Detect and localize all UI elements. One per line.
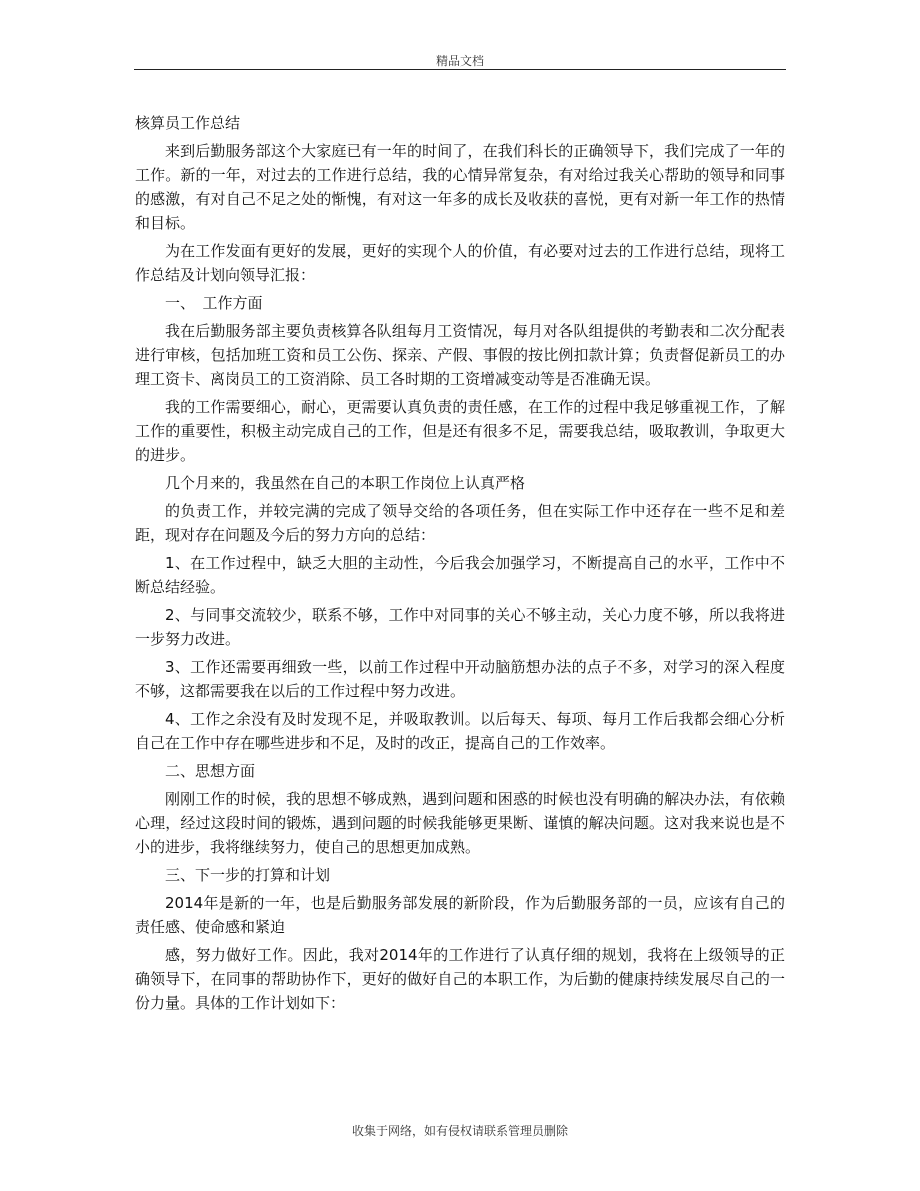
list-item-4: 4、工作之余没有及时发现不足，并吸取教训。以后每天、每项、每月工作后我都会细心分析自己在工作中存在哪些进步和不足，及时的改正，提高自己的工作效率。 xyxy=(135,710,785,752)
paragraph-shortcomings: 的负责工作，并较完满的完成了领导交给的各项任务，但在实际工作中还存在一些不足和差距，现对存在问题及今后的努力方向的总结： xyxy=(135,502,785,544)
list-item-1: 1、在工作过程中，缺乏大胆的主动性，今后我会加强学习，不断提高自己的水平，工作中不断总结经验。 xyxy=(135,554,785,596)
section-heading-thought: 二、思想方面 xyxy=(165,762,256,780)
paragraph-months: 几个月来的，我虽然在自己的本职工作岗位上认真严格 xyxy=(165,474,526,492)
page-header: 精品文档 xyxy=(435,54,484,68)
paragraph-thought: 刚刚工作的时候，我的思想不够成熟，遇到问题和困惑的时候也没有明确的解决办法，有依赖心理，经过这段时间的锻炼，遇到问题的时候我能够更果断、谨慎的解决问题。这对我来说也是不小的进步，我将继续努力，使自己的思想更加成熟。 xyxy=(135,790,785,856)
list-item-2: 2、与同事交流较少，联系不够，工作中对同事的关心不够主动，关心力度不够，所以我将进一步努力改进。 xyxy=(135,606,785,648)
paragraph-attitude: 我的工作需要细心，耐心，更需要认真负责的责任感，在工作的过程中我足够重视工作，了解工作的重要性，积极主动完成自己的工作，但是还有很多不足，需要我总结，吸取教训，争取更大的进步。 xyxy=(135,398,785,464)
page-footer: 收集于网络，如有侵权请联系管理员删除 xyxy=(351,1124,568,1138)
paragraph-purpose: 为在工作发面有更好的发展，更好的实现个人的价值，有必要对过去的工作进行总结，现将工作总结及计划向领导汇报： xyxy=(135,242,785,284)
paragraph-plan-year: 2014年是新的一年，也是后勤服务部发展的新阶段，作为后勤服务部的一员，应该有自己的责任感、使命感和紧迫 xyxy=(135,894,785,936)
document-body xyxy=(135,111,785,1019)
paragraph-duties: 我在后勤服务部主要负责核算各队组每月工资情况，每月对各队组提供的考勤表和二次分配表进行审核，包括加班工资和员工公伤、探亲、产假、事假的按比例扣款计算；负责督促新员工的办理工资卡、离岗员工的工资消除、员工各时期的工资增减变动等是否准确无误。 xyxy=(135,322,785,388)
paragraph-intro: 来到后勤服务部这个大家庭已有一年的时间了，在我们科长的正确领导下，我们完成了一年的工作。新的一年，对过去的工作进行总结，我的心情异常复杂，有对给过我关心帮助的领导和同事的感激，有对自己不足之处的惭愧，有对这一年多的成长及收获的喜悦，更有对新一年工作的热情和目标。 xyxy=(135,142,785,232)
list-item-3: 3、工作还需要再细致一些，以前工作过程中开动脑筋想办法的点子不多，对学习的深入程度不够，这都需要我在以后的工作过程中努力改进。 xyxy=(135,658,785,700)
header-divider xyxy=(134,69,786,70)
paragraph-plan-detail: 感，努力做好工作。因此，我对2014年的工作进行了认真仔细的规划，我将在上级领导的正确领导下，在同事的帮助协作下，更好的做好自己的本职工作，为后勤的健康持续发展尽自己的一份力量。具体的工作计划如下： xyxy=(135,946,785,1012)
section-heading-work: 一、 工作方面 xyxy=(165,294,263,312)
section-heading-plan: 三、下一步的打算和计划 xyxy=(165,866,331,884)
document-title: 核算员工作总结 xyxy=(135,114,241,132)
